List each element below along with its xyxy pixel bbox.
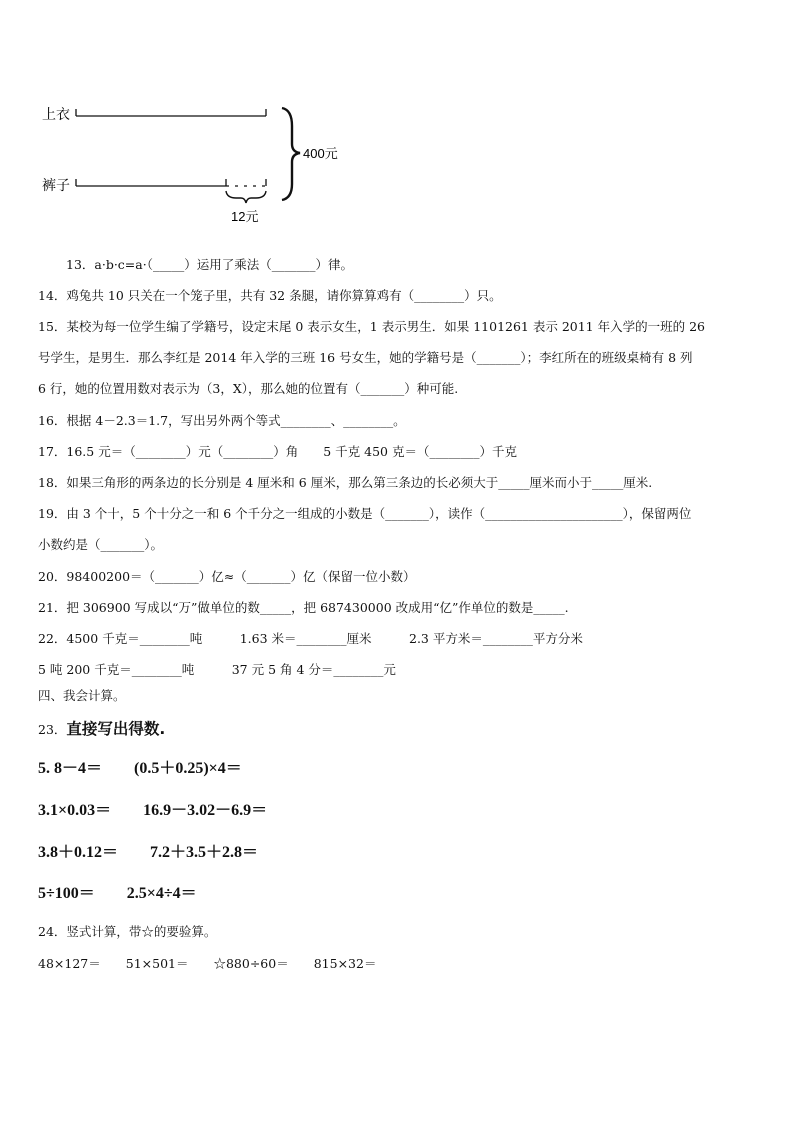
question-20: 20．98400200＝（_______）亿≈（_______）亿（保留一位小数）	[38, 569, 416, 584]
shirt-label: 上衣	[42, 106, 70, 122]
section-4-heading: 四、我会计算。	[38, 688, 126, 703]
question-16: 16．根据 4－2.3＝1.7，写出另外两个等式________、________。	[38, 413, 406, 428]
question-21: 21．把 306900 写成以“万”做单位的数_____，把 687430000 改成用“亿”作单位的数是_____.	[38, 600, 569, 615]
question-13: 13．a·b·c=a·（_____）运用了乘法（_______）律。	[66, 257, 353, 272]
question-23-number: 23．	[38, 722, 67, 737]
question-23-title: 直接写出得数.	[66, 720, 166, 738]
question-19-line-1: 19．由 3 个十，5 个十分之一和 6 个千分之一组成的小数是（_______），读作（______________________），保留两位	[38, 506, 692, 521]
question-24-items: 48×127＝ 51×501＝ ☆880÷60＝ 815×32＝	[38, 956, 377, 971]
question-23-heading	[38, 721, 165, 738]
question-18: 18．如果三角形的两条边的长分别是 4 厘米和 6 厘米，那么第三条边的长必须大于_____厘米而小于_____厘米.	[38, 475, 653, 490]
question-14: 14．鸡兔共 10 只关在一个笼子里，共有 32 条腿，请你算算鸡有（________）只。	[38, 288, 502, 303]
difference-label: 12元	[231, 209, 259, 224]
line-segment-diagram	[0, 90, 360, 230]
question-22-line-1: 22．4500 千克＝________吨 1.63 米＝________厘米 2.3 平方米＝________平方分米	[38, 631, 583, 646]
right-brace	[282, 108, 300, 200]
calc-row-4: 5÷100＝ 2.5×4÷4＝	[38, 885, 197, 902]
total-price-label: 400元	[303, 146, 338, 161]
calc-row-1: 5. 8－4＝ (0.5＋0.25)×4＝	[38, 760, 242, 777]
question-15-line-2: 号学生，是男生．那么李红是 2014 年入学的三班 16 号女生，她的学籍号是（_______）；李红所在的班级桌椅有 8 列	[38, 350, 693, 365]
question-22-line-2: 5 吨 200 千克＝________吨 37 元 5 角 4 分＝________元	[38, 662, 396, 677]
question-17: 17．16.5 元＝（________）元（________）角 5 千克 450 克＝（________）千克	[38, 444, 517, 459]
question-19-line-2: 小数约是（_______）。	[38, 537, 164, 552]
question-15-line-1: 15．某校为每一位学生编了学籍号，设定末尾 0 表示女生，1 表示男生．如果 1101261 表示 2011 年入学的一班的 26	[38, 319, 705, 334]
pants-label: 裤子	[42, 177, 70, 193]
calc-row-2: 3.1×0.03＝ 16.9－3.02－6.9＝	[38, 802, 268, 819]
question-15-line-3: 6 行，她的位置用数对表示为（3，X），那么她的位置有（_______）种可能.	[38, 381, 459, 396]
question-24: 24．竖式计算，带☆的要验算。	[38, 924, 217, 939]
calc-row-3: 3.8＋0.12＝ 7.2＋3.5＋2.8＝	[38, 844, 259, 861]
bottom-brace	[226, 191, 266, 203]
